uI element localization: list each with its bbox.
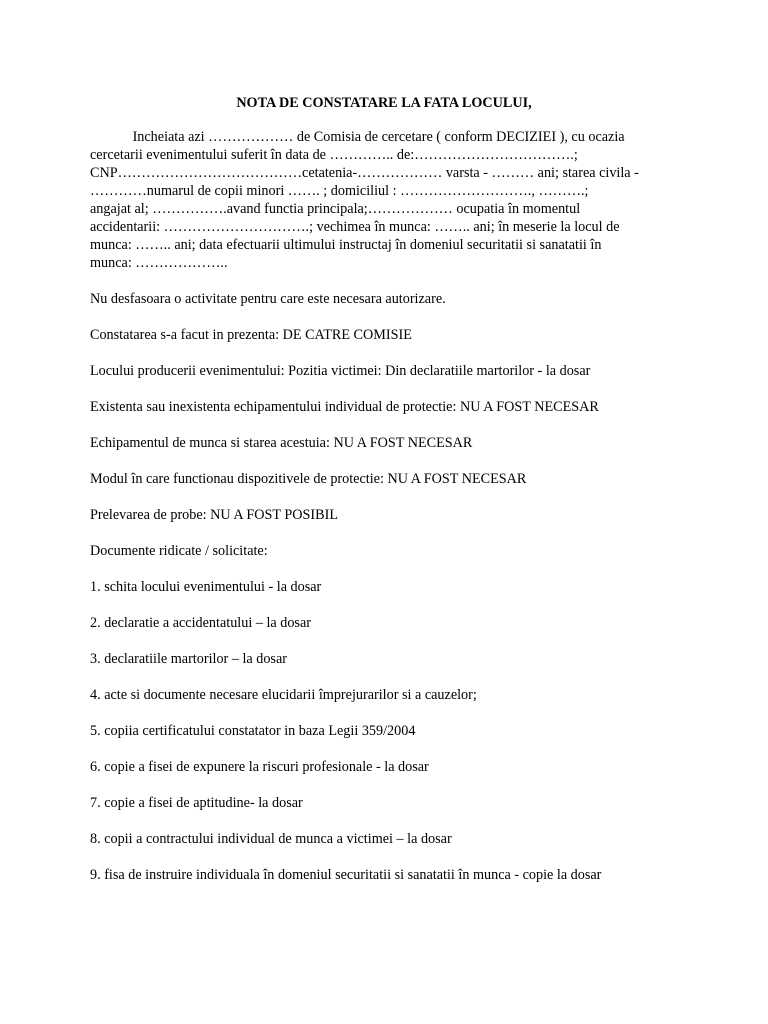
paragraph-protective-devices: Modul în care functionau dispozitivele de protectie: NU A FOST NECESAR bbox=[90, 471, 527, 487]
paragraph-protective-equipment: Existenta sau inexistenta echipamentului individual de protectie: NU A FOST NECESAR bbox=[90, 399, 599, 415]
list-item: 5. copiia certificatului constatator in baza Legii 359/2004 bbox=[90, 723, 416, 739]
intro-line: CNP…………………………………cetatenia-……………… varsta - ……… ani; starea civila - bbox=[90, 165, 639, 181]
intro-line: …………numarul de copii minori ……. ; domiciliul : ………………………., ……….; bbox=[90, 183, 589, 199]
list-item: 4. acte si documente necesare elucidarii împrejurarilor si a cauzelor; bbox=[90, 687, 477, 703]
paragraph-documents-heading: Documente ridicate / solicitate: bbox=[90, 543, 268, 559]
list-item: 3. declaratiile martorilor – la dosar bbox=[90, 651, 287, 667]
paragraph-work-equipment: Echipamentul de munca si starea acestuia: NU A FOST NECESAR bbox=[90, 435, 473, 451]
intro-line: munca: …….. ani; data efectuarii ultimului instructaj în domeniul securitatii si sanatatii în bbox=[90, 237, 602, 253]
intro-line: angajat al; …………….avand functia principala;……………… ocupatia în momentul bbox=[90, 201, 581, 217]
intro-line: accidentarii: ………………………….; vechimea în munca: …….. ani; în meserie la locul de bbox=[90, 219, 620, 235]
intro-line: Incheiata azi ……………… de Comisia de cercetare ( conform DECIZIEI ), cu ocazia bbox=[90, 129, 625, 145]
paragraph-authorization: Nu desfasoara o activitate pentru care este necesara autorizare. bbox=[90, 291, 446, 307]
list-item: 2. declaratie a accidentatului – la dosar bbox=[90, 615, 311, 631]
intro-line: munca: ……………….. bbox=[90, 255, 228, 271]
list-item: 7. copie a fisei de aptitudine- la dosar bbox=[90, 795, 303, 811]
list-item: 1. schita locului evenimentului - la dosar bbox=[90, 579, 322, 595]
list-item: 6. copie a fisei de expunere la riscuri profesionale - la dosar bbox=[90, 759, 429, 775]
paragraph-presence: Constatarea s-a facut in prezenta: DE CATRE COMISIE bbox=[90, 327, 412, 343]
document-title: NOTA DE CONSTATARE LA FATA LOCULUI, bbox=[236, 95, 532, 111]
list-item: 8. copii a contractului individual de munca a victimei – la dosar bbox=[90, 831, 452, 847]
list-item: 9. fisa de instruire individuala în domeniul securitatii si sanatatii în munca - copie la dosar bbox=[90, 867, 602, 883]
intro-line: cercetarii evenimentului suferit în data de ………….. de:…………………………….; bbox=[90, 147, 578, 163]
intro-paragraph bbox=[90, 128, 670, 272]
paragraph-samples: Prelevarea de probe: NU A FOST POSIBIL bbox=[90, 507, 338, 523]
paragraph-location: Locului producerii evenimentului: Pozitia victimei: Din declaratiile martorilor - la dosar bbox=[90, 363, 591, 379]
